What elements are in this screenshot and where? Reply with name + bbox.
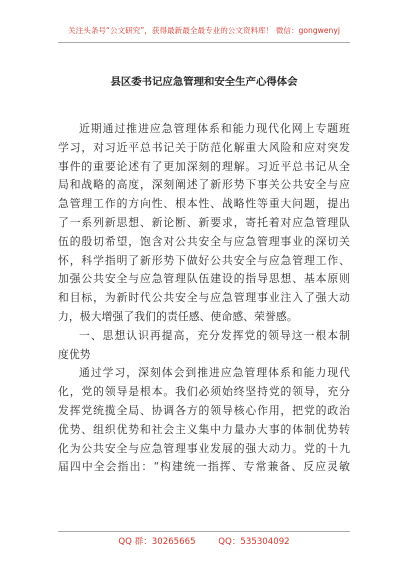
body-line: 通过学习，深刻体会到推进应急管理体系和能力现代: [79, 366, 350, 380]
body-line: 和目标，为新时代公共安全与应急管理事业注入了强大动: [58, 291, 350, 305]
qq-group-number: QQ 群：30265665: [118, 537, 196, 547]
document-title: 县区委书记应急管理和安全生产心得体会: [110, 76, 298, 88]
body-line: 学习，对习近平总书记关于防范化解重大风险和应对突发: [58, 140, 350, 154]
qq-number: QQ：535304092: [218, 537, 290, 547]
body-line: 局和战略的高度，深刻阐述了新形势下事关公共安全与应: [58, 178, 350, 192]
header-divider: [58, 42, 350, 43]
body-line: 伍的殷切希望，饱含对公共安全与应急管理事业的深切关: [58, 234, 350, 248]
footer-contact: [0, 535, 408, 547]
body-line: 加强公共安全与应急管理队伍建设的指导思想、基本原则: [58, 272, 350, 286]
header-note: 关注头条号“公文研究”，获得最新最全最专业的公文资料库！ 微信：gongwenyj: [68, 26, 340, 35]
body-line: 化，党的领导是根本。我们必须始终坚持党的领导，充分: [58, 385, 350, 399]
body-line: 优势、组织优势和社会主义集中力量办大事的体制优势转: [58, 422, 350, 436]
body-line: 发挥党统揽全局、协调各方的领导核心作用，把党的政治: [58, 403, 350, 417]
body-line: 近期通过推进应急管理体系和能力现代化网上专题班: [79, 122, 350, 135]
body-line: 怀，科学指明了新形势下做好公共安全与应急管理工作、: [58, 253, 350, 267]
body-line: 了一系列新思想、新论断、新要求，寄托着对应急管理队: [58, 215, 350, 229]
body-line: 化为公共安全与应急管理事业发展的强大动力。党的十九: [58, 441, 350, 455]
body-line: 届四中全会指出：“构建统一指挥、专常兼备、反应灵敏: [58, 460, 350, 474]
document-body: [58, 120, 350, 477]
body-line: 急管理工作的方向性、根本性、战略性等重大问题，提出: [58, 197, 350, 211]
footer-divider: [58, 531, 350, 532]
body-line: 力，极大增强了我们的责任感、使命感、荣誉感。: [58, 309, 298, 323]
body-line: 事件的重要论述有了更加深刻的理解。习近平总书记从全: [58, 159, 350, 173]
section-heading-line: 度优势: [58, 347, 91, 361]
section-heading-line: 一、思想认识再提高，充分发挥党的领导这一根本制: [79, 328, 350, 342]
